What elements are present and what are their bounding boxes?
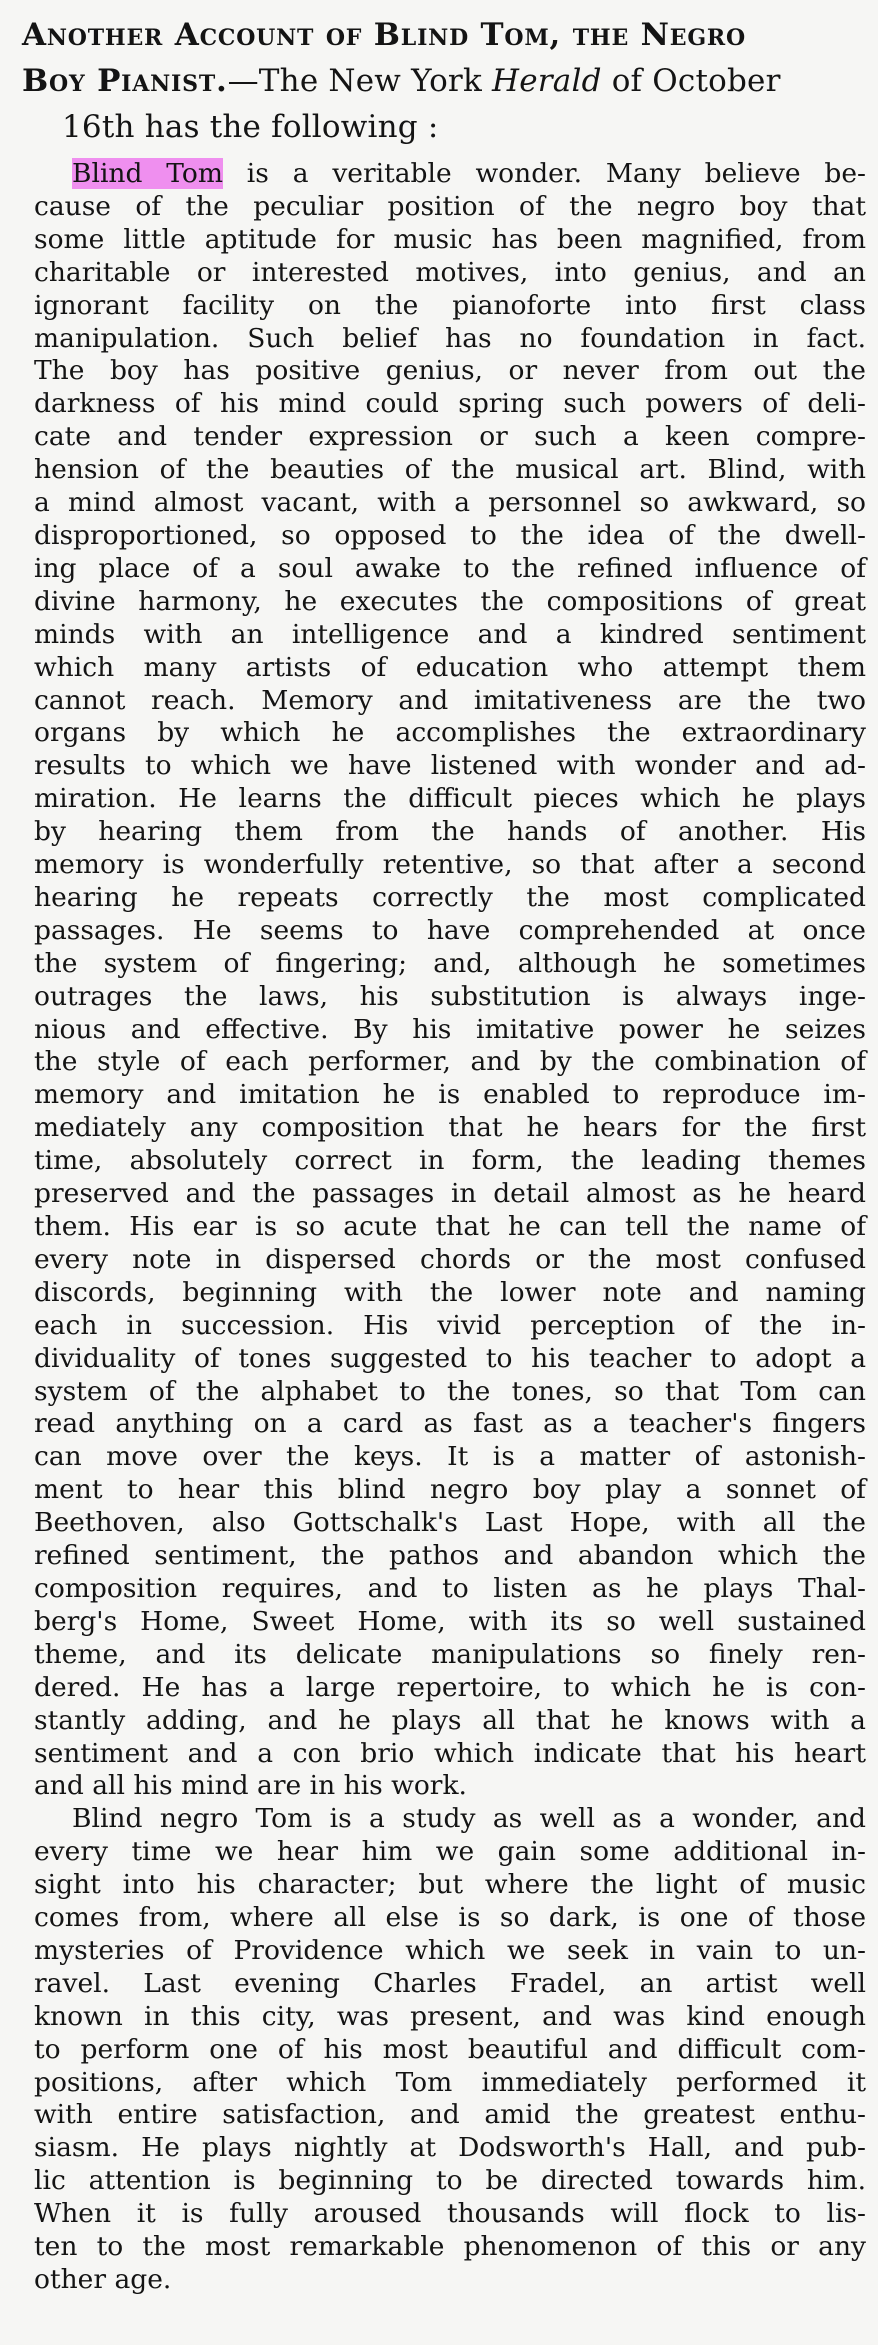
paragraph-line: memory and imitation he is enabled to reproduce im- xyxy=(34,1079,866,1111)
paragraph-line: dividuality of tones suggested to his teacher to adopt a xyxy=(34,1342,866,1374)
paragraph-line: hearing he repeats correctly the most complicated xyxy=(34,881,866,913)
paragraph-line: darkness of his mind could spring such powers of deli- xyxy=(34,388,866,420)
paragraph-line: discords, beginning with the lower note and naming xyxy=(34,1276,866,1308)
paragraph-line: charitable or interested motives, into genius, and an xyxy=(34,256,866,288)
paragraph-line: Blind negro Tom is a study as well as a wonder, and xyxy=(72,1803,866,1835)
paragraph-line: refined sentiment, the pathos and abandon which the xyxy=(34,1540,866,1572)
headline-title: Another Account of Blind Tom, the Negro xyxy=(22,17,746,53)
paragraph-line: system of the alphabet to the tones, so that Tom can xyxy=(34,1375,866,1407)
paragraph-line: composition requires, and to listen as he plays Thal- xyxy=(34,1572,866,1604)
paragraph-line: sight into his character; but where the light of music xyxy=(34,1869,866,1901)
paragraph-line: which many artists of education who attempt them xyxy=(34,651,866,683)
paragraph-line: ten to the most remarkable phenomenon of this or any xyxy=(34,2231,866,2263)
paragraph-line: ignorant facility on the pianoforte into first class xyxy=(34,289,866,321)
paragraph-line: cause of the peculiar position of the negro boy that xyxy=(34,190,866,222)
paragraph-line: to perform one of his most beautiful and difficult com- xyxy=(34,2033,866,2065)
headline-line-1 xyxy=(22,12,856,58)
paragraph-line: comes from, where all else is so dark, is one of those xyxy=(34,1902,866,1934)
paragraph-line: some little aptitude for music has been magnified, from xyxy=(34,223,866,255)
paragraph-line: Beethoven, also Gottschalk's Last Hope, with all the xyxy=(34,1507,866,1539)
paragraph-line: every time we hear him we gain some additional in- xyxy=(34,1836,866,1868)
paragraph-line: by hearing them from the hands of another. His xyxy=(34,816,866,848)
paragraph-line: passages. He seems to have comprehended at once xyxy=(34,914,866,946)
paragraph-line: theme, and its delicate manipulations so finely ren- xyxy=(34,1638,866,1670)
paragraph-line: mediately any composition that he hears for the first xyxy=(34,1112,866,1144)
paragraph-line: with entire satisfaction, and amid the greatest enthu- xyxy=(34,2099,866,2131)
paragraph-line: memory is wonderfully retentive, so that after a second xyxy=(34,849,866,881)
paragraph-1 xyxy=(22,158,866,1803)
paragraph-line: mysteries of Providence which we seek in vain to un- xyxy=(34,1934,866,1966)
paragraph-line xyxy=(34,158,866,191)
newspaper-name: Herald xyxy=(492,63,602,99)
paragraph-line: nious and effective. By his imitative power he seizes xyxy=(34,1013,866,1045)
paragraph-line: other age. xyxy=(34,2264,172,2295)
headline-title-end: Boy Pianist. xyxy=(22,63,228,99)
paragraph-line: each in succession. His vivid perception of the in- xyxy=(34,1309,866,1341)
paragraph-line: and all his mind are in his work. xyxy=(34,1770,467,1802)
paragraph-line: results to which we have listened with wonder and ad- xyxy=(34,750,866,782)
headline-intro: 16th has the following : xyxy=(62,109,439,145)
paragraph-line: outrages the laws, his substitution is always inge- xyxy=(34,980,866,1012)
headline-line-2 xyxy=(22,58,856,104)
paragraph-line: cate and tender expression or such a keen compre- xyxy=(34,421,866,453)
paragraph-line: lic attention is beginning to be directed towards him. xyxy=(34,2165,866,2197)
paragraph-line: preserved and the passages in detail almost as he heard xyxy=(34,1178,866,1210)
paragraph-line: organs by which he accomplishes the extraordinary xyxy=(34,717,866,749)
search-highlight: Blind Tom xyxy=(72,158,223,189)
headline-source-prefix: —The New York xyxy=(227,63,492,99)
paragraph-line: the style of each performer, and by the combination of xyxy=(34,1046,866,1078)
paragraph-line: known in this city, was present, and was kind enough xyxy=(34,2000,866,2032)
paragraph-text: is a veritable wonder. Many believe be- xyxy=(222,158,866,189)
paragraph-line: berg's Home, Sweet Home, with its so well sustained xyxy=(34,1605,866,1637)
paragraph-line: ing place of a soul awake to the refined influence of xyxy=(34,552,866,584)
paragraph-line: stantly adding, and he plays all that he knows with a xyxy=(34,1704,866,1736)
paragraph-line: sentiment and a con brio which indicate that his heart xyxy=(34,1737,866,1769)
paragraph-line: siasm. He plays nightly at Dodsworth's Hall, and pub- xyxy=(34,2132,866,2164)
paragraph-line: ment to hear this blind negro boy play a sonnet of xyxy=(34,1474,866,1506)
paragraph-line: every note in dispersed chords or the most confused xyxy=(34,1243,866,1275)
paragraph-line: The boy has positive genius, or never from out the xyxy=(34,355,866,387)
paragraph-line: ravel. Last evening Charles Fradel, an artist well xyxy=(34,1967,866,1999)
paragraph-line: positions, after which Tom immediately performed it xyxy=(34,2066,866,2098)
paragraph-line: minds with an intelligence and a kindred sentiment xyxy=(34,618,866,650)
paragraph-line: time, absolutely correct in form, the leading themes xyxy=(34,1145,866,1177)
paragraph-line: read anything on a card as fast as a teacher's fingers xyxy=(34,1408,866,1440)
headline-line-3 xyxy=(22,104,856,150)
paragraph-line: disproportioned, so opposed to the idea of the dwell- xyxy=(34,519,866,551)
paragraph-line: divine harmony, he executes the compositions of great xyxy=(34,585,866,617)
paragraph-line: a mind almost vacant, with a personnel so awkward, so xyxy=(34,487,866,519)
paragraph-line: miration. He learns the difficult pieces which he plays xyxy=(34,783,866,815)
paragraph-2 xyxy=(22,1803,866,2297)
paragraph-line: can move over the keys. It is a matter of astonish- xyxy=(34,1441,866,1473)
paragraph-line: the system of fingering; and, although he sometimes xyxy=(34,947,866,979)
paragraph-line: When it is fully aroused thousands will flock to lis- xyxy=(34,2198,866,2230)
paragraph-line: hension of the beauties of the musical art. Blind, with xyxy=(34,454,866,486)
paragraph-line: dered. He has a large repertoire, to which he is con- xyxy=(34,1671,866,1703)
paragraph-line: cannot reach. Memory and imitativeness are the two xyxy=(34,684,866,716)
headline-source-suffix: of October xyxy=(601,63,781,99)
paragraph-line: manipulation. Such belief has no foundation in fact. xyxy=(34,322,866,354)
paragraph-line: them. His ear is so acute that he can tell the name of xyxy=(34,1211,866,1242)
